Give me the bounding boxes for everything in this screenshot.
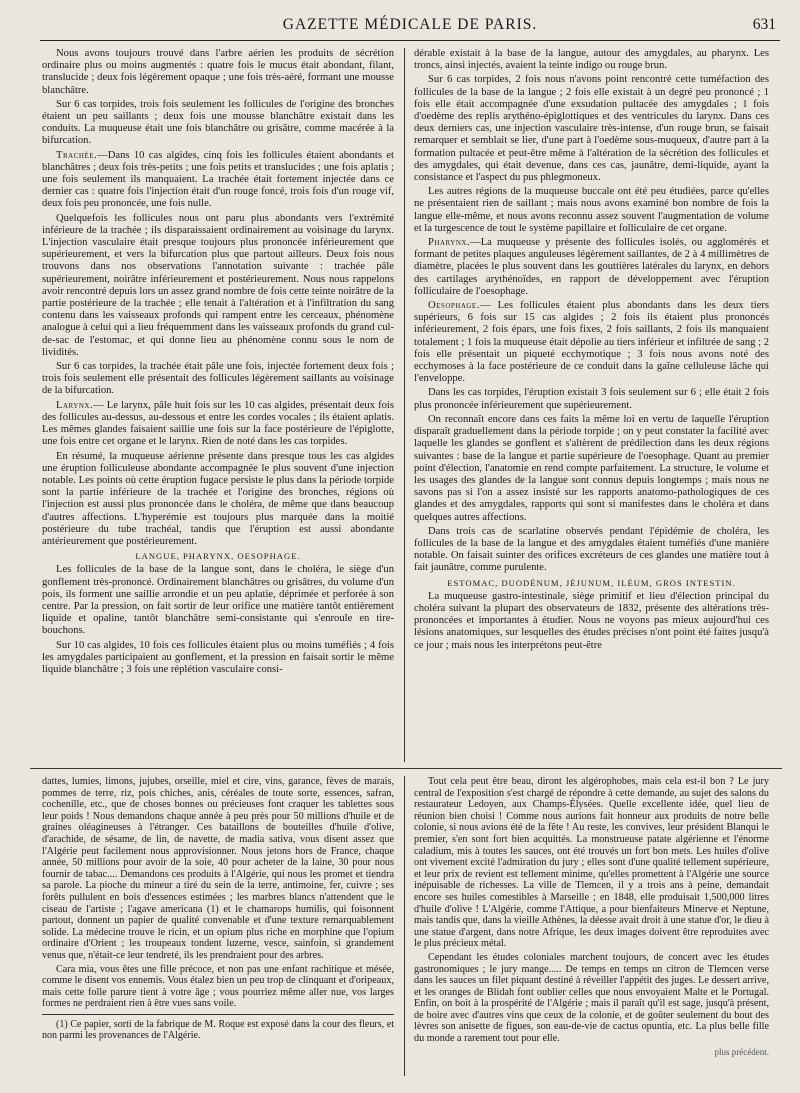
paragraph: On reconnaît encore dans ces faits la même loi en vertu de laquelle l'éruption disparaît graduellement dans la période torpide ; on y peut constater la facilité avec laquelle les glandes se gonflent et s'altèrent de prédilection dans les deux régions suivantes : base de la langue et partie supérieure de l'oesophage. Quant au premier point d'élection, l'anatomie en rend compte parfaitement. La structure, le volume et les usages des glandes de la langue sont connus depuis longtemps ; mais nous ne savons pas si l'on a assez insisté sur les rapports anatomo-pathologiques de ces glandes et des amygdales, rapports qui sont si manifestes dans le choléra et dans quelques autres affections. [414, 413, 769, 523]
paragraph: Sur 6 cas torpides, trois fois seulement les follicules de l'origine des bronches étaient un peu saillants ; deux fois une mousse blanchâtre existait dans les conduits. La muqueuse était une fois blanchâtre ou grisâtre, comme macérée à la bifurcation. [42, 98, 394, 147]
feuilleton-separator [30, 768, 782, 769]
paragraph: Les autres régions de la muqueuse buccale ont été peu étudiées, parce qu'elles ne présentaient rien de saillant ; mais nous avons examiné bon nombre de fois la langue elle-même, et nous avons reconnu assez souvent l'augmentation de volume et la turgescence de tout le système papillaire et folliculaire de cet organe. [414, 186, 769, 234]
section-heading: LANGUE, PHARYNX, OESOPHAGE. [135, 551, 301, 562]
run-in-heading: Oesophage. [428, 300, 480, 312]
paragraph: Les follicules de la base de la langue sont, dans le choléra, le siège d'un gonflement très-prononcé. Ordinairement blanchâtres ou grisâtres, du volume d'un pois, ils forment une saillie arrondie et un peu aplatie, déprimée et perforée à son centre. Par la pression, on fait sortir de leur orifice une matière tantôt entièrement liquide et opaline, tantôt blanchâtre semi-consistante qui s'enroule en tire-bouchons. [42, 564, 394, 637]
paragraph: Sur 6 cas torpides, 2 fois nous n'avons point rencontré cette tuméfaction des follicules de la base de la langue ; 2 fois elle existait à un degré peu prononcé ; 1 fois elle était accompagnée d'une exsudation pultacée des amygdales ; 1 fois d'oedème des replis arythéno-épiglottiques et des ventricules du larynx. Dans ces deux derniers cas, une injection vasculaire très-intense, d'un rouge brun, se faisait remarquer et semblait se lier, d'une part à l'oedème sous-muqueux, d'autre part à la formation pultacée et peut-être même à l'altération de la sécrétion des follicules et des amygdales, qui était devenue, dans ces cas, jaunâtre, demi-liquide, ayant la consistance et l'aspect du pus phlegmoneux. [414, 74, 769, 184]
article-right-column [414, 48, 769, 762]
paragraph: dattes, lumies, limons, jujubes, orseille, miel et cire, vins, garance, fèves de marais, pommes de terre, riz, pois chiches, anis, céréales de toute sorte, essences, safran, cochenille, etc., que de choses bonnes ou précieuses font craquer les tablettes sous leur poids ! Nous demandons chaque année à peu près pour 50 millions d'huile et de graines oléagineuses à l'étranger. Ces bataillons de bouteilles d'huile d'olive, d'arachide, de sésame, de lin, de navette, de madia sativa, vous disent assez que l'Algérie peut facilement nous approvisionner. Nous jetons hors de France, chaque année, 50 millions pour avoir de la soie, 40 pour acheter de la laine, 30 pour nous fournir de tabac.... Demandons ces produits à l'Algérie, qui nous les promet et tiendra sa parole. La pioche du mineur a tiré du sein de la terre, antimoine, fer, cuivre ; ses forêts pullulent en bois d'essences estimées ; les marbres blancs n'attendent que le ciseau de l'artiste ; l'agave americana (1) et le chamarops humilis, qui foisonnent partout, donnent un papier de qualité convenable et d'une texture remarquablement solide. La médecine trouve le ricin, et un opium plus riche en morphine que l'opium ordinaire d'Orient ; les troupeaux tondent luzerne, vesce, sainfoin, si grandement venus que, n'était-ce leur tendreté, ils les prendraient pour des arbres. [42, 776, 394, 961]
run-in-heading: Pharynx. [428, 237, 471, 249]
paragraph [414, 300, 769, 385]
paragraph: En résumé, la muqueuse aérienne présente dans presque tous les cas algides une éruption folliculeuse abondante accompagnée le plus souvent d'une injection notable. Les points où cette éruption fugace persiste le plus dans la période torpide sont la partie inférieure de la trachée et l'origine des bronches, régions où l'injection est aussi plus prononcée dans le choléra, de même que dans beaucoup d'autres affections. L'hyperémie est toujours plus marquée dans la moitié postérieure du tube trachéal, tandis que l'éruption est aussi abondante antérieurement que postérieurement. [42, 450, 394, 547]
run-in-heading: Trachée. [56, 149, 98, 161]
paragraph: Dans les cas torpides, l'éruption existait 3 fois seulement sur 6 ; elle était 2 fois plus prononcée inférieurement que supérieurement. [414, 387, 769, 411]
paragraph: Cara mia, vous êtes une fille précoce, et non pas une enfant rachitique et mésée, comme le disent vos ennemis. Vous étalez bien un peu trop de clinquant et d'oripeaux, mais cette folle parure tient à votre âge ; vous pourriez même aller nue, vos larges formes ne perdraient rien à être vues sans voile. [42, 963, 394, 1010]
run-in-heading: Larynx. [56, 399, 94, 411]
paragraph-text: —La muqueuse y présente des follicules isolés, ou agglomérés et formant de petites plaques anguleuses légèrement saillantes, de 2 à 4 millimètres de diamètre, placées le plus souvent dans les gouttières latérales du larynx, en dehors des cartilages arythénoïdes, en rapport de développement avec l'éruption folliculaire de l'oesophage. [414, 237, 769, 297]
paragraph-text: — Le larynx, pâle huit fois sur les 10 cas algides, présentait deux fois des follicules au-dessus, au-dessous et entre les cordes vocales ; ils étaient aplatis. Les mêmes glandes faisaient saillie une fois sur la face postérieure de l'épiglotte, une fois entre cet organe et le larynx. Rien de noté dans les cas torpides. [42, 399, 394, 448]
paragraph: Cependant les études coloniales marchent toujours, de concert avec les études gastronomiques ; le jury mange..... De temps en temps un citron de Tlemcen verse dans les sauces un filet piquant destiné à réveiller l'appétit des juges. Le dessert arrive, et les oranges de Blidah font oublier celles que nous envoyaient Malte et le Portugal. Enfin, on boit à la prospérité de l'Algérie ; mais il paraît qu'il est sage, jusqu'à présent, de boire avec d'autres vins que ceux de la colonie, et de goûter seulement du bout des lèvres son anisette de figues, son eau-de-vie de cactus opuntia, etc. La plus belle fille du monde a rarement tout pour elle. [414, 951, 769, 1045]
footnote-rule [42, 1014, 394, 1015]
end-mark: plus précédent. [714, 1046, 769, 1057]
feuilleton-left-column [42, 776, 394, 1088]
column-divider [404, 776, 405, 1076]
paragraph: Sur 6 cas torpides, la trachée était pâle une fois, injectée fortement deux fois ; trois fois seulement elle présentait des follicules légèrement saillants au voisinage de la bifurcation. [42, 361, 394, 397]
paragraph: Dans trois cas de scarlatine observés pendant l'épidémie de choléra, les follicules de la base de la langue et des amygdales étaient tuméfiés d'une manière notable. On faisait suinter des orifices excréteurs de ces glandes une matière tout à fait jaunâtre, comme purulente. [414, 525, 769, 574]
article-left-column [42, 48, 394, 762]
feuilleton-right-column [414, 776, 769, 1088]
running-head [40, 14, 780, 41]
paragraph [42, 150, 394, 211]
paragraph: Sur 10 cas algides, 10 fois ces follicules étaient plus ou moins tuméfiés ; 4 fois les amygdales participaient au gonflement, et la pression en faisait sortir le même liquide blanchâtre ; 3 fois une réplétion vasculaire consi- [42, 639, 394, 675]
paragraph: Quelquefois les follicules nous ont paru plus abondants vers l'extrémité inférieure de la trachée ; ils disparaissaient ordinairement au voisinage du larynx. L'injection vasculaire était presque toujours plus prononcée inférieurement que supérieurement, et vers la bifurcation plus que partout ailleurs. Deux fois nous trouvons dans nos observations l'annotation suivante : trachée pâle supérieurement, noirâtre inférieurement et postérieurement. Nous nous rappelons avoir rencontré depuis lors un assez grand nombre de fois cette teinte noirâtre de la partie postérieure de la trachée ; elle tenait à l'altération et à l'infiltration du sang contenu dans les vaisseaux profonds qui rampent entre les cerceaux, phénomène analogue à celui qui a lieu fréquemment dans les vaisseaux profonds du grand cul-de-sac de l'estomac, et qui donne lieu au phénomène connu sous le nom de lividités. [42, 212, 394, 358]
paragraph: La muqueuse gastro-intestinale, siège primitif et lieu d'élection principal du choléra suivant la plupart des observateurs de 1832, présente des altérations très-prononcées et importantes à étudier. Nous ne voyons pas mieux aujourd'hui ces lésions anatomiques, sur lesquelles des études précises n'ont point été faites jusqu'à ce jour ; mais nous les interprétons peut-être [414, 590, 769, 651]
paragraph [42, 400, 394, 449]
paragraph-text: — Les follicules étaient plus abondants dans les deux tiers supérieurs, 6 fois sur 15 cas algides ; 2 fois ils étaient plus prononcés inférieurement, 2 fois épars, une fois fixes, 2 fois saillants, 2 fois ils manquaient totalement ; 1 fois la muqueuse était dépolie au tiers inférieur et infiltrée de sang ; 2 fois elle présentait un piqueté ecchymotique ; 3 fois nous avons noté des ecchymoses à la face postérieure de ce conduit dans la gaîne celluleuse lâche qui l'enveloppe. [414, 300, 769, 385]
section-heading: ESTOMAC, DUODÉNUM, JÉJUNUM, ILÉUM, GROS INTESTIN. [447, 577, 736, 588]
footnote: (1) Ce papier, sorti de la fabrique de M. Roque est exposé dans la cour des fleurs, et non parmi les provenances de l'Algérie. [42, 1018, 394, 1042]
column-divider [404, 48, 405, 762]
paragraph: dérable existait à la base de la langue, autour des amygdales, au pharynx. Les troncs, ainsi injectés, avaient la teinte indigo ou rouge brun. [414, 48, 769, 72]
paragraph [414, 237, 769, 298]
journal-title: GAZETTE MÉDICALE DE PARIS. [282, 16, 538, 33]
page-number: 631 [752, 16, 776, 33]
paragraph-text: —Dans 10 cas algides, cinq fois les follicules étaient abondants et blanchâtres ; deux fois très-petits ; une fois petits et translucides ; une fois aplatis ; une fois seulement ils manquaient. La trachée était fortement injectée dans ce dernier cas : quatre fois l'injection était d'un rouge foncé, trois fois d'un rouge vif, deux fois peu prononcée, une fois nulle. [42, 149, 394, 210]
paragraph: Tout cela peut être beau, diront les algérophobes, mais cela est-il bon ? Le jury central de l'exposition s'est chargé de répondre à cette demande, au sujet des salons du restaurateur Ledoyen, aux Champs-Élysées. Quelle excellente idée, quel lieu de réunion bien choisi ! Comme nous aurions fait honneur aux produits de notre belle colonie, si nous avions été de la fête ! Au reste, les convives, leur président Blanqui le premier, s'en sont fort bien acquittés. La monstrueuse patate algérienne et l'énorme caladium, mis à toutes les sauces, ont été trouvés un fort bon mets. Les huiles d'olive ont vivement excité l'admiration du jury ; elles sont d'une qualité tellement supérieure, et leur prix de revient est tellement minime, qu'elles promettent à l'Algérie une source inépuisable de richesses. La ville de Tlemcen, il y a trois ans à peine, demandait encore ses huiles comestibles à Marseille ; en 1848, elle produisait 1,500,000 litres d'huile d'olive ! L'Algérie, comme l'Attique, a pour bienfaiteurs Minerve et Neptune, mais tandis que, dans la vieille Athènes, la déesse avait droit à une statue d'or, le dieu à une statue d'argent, dans notre Afrique, les deux images doivent être reproduites avec le plus précieux métal. [414, 776, 769, 950]
paragraph: Nous avons toujours trouvé dans l'arbre aérien les produits de sécrétion ordinaire plus ou moins augmentés : quatre fois le mucus était abondant, filant, translucide ; deux fois légèrement opaque ; une fois très-aéré, formant une mousse blanchâtre. [42, 48, 394, 96]
